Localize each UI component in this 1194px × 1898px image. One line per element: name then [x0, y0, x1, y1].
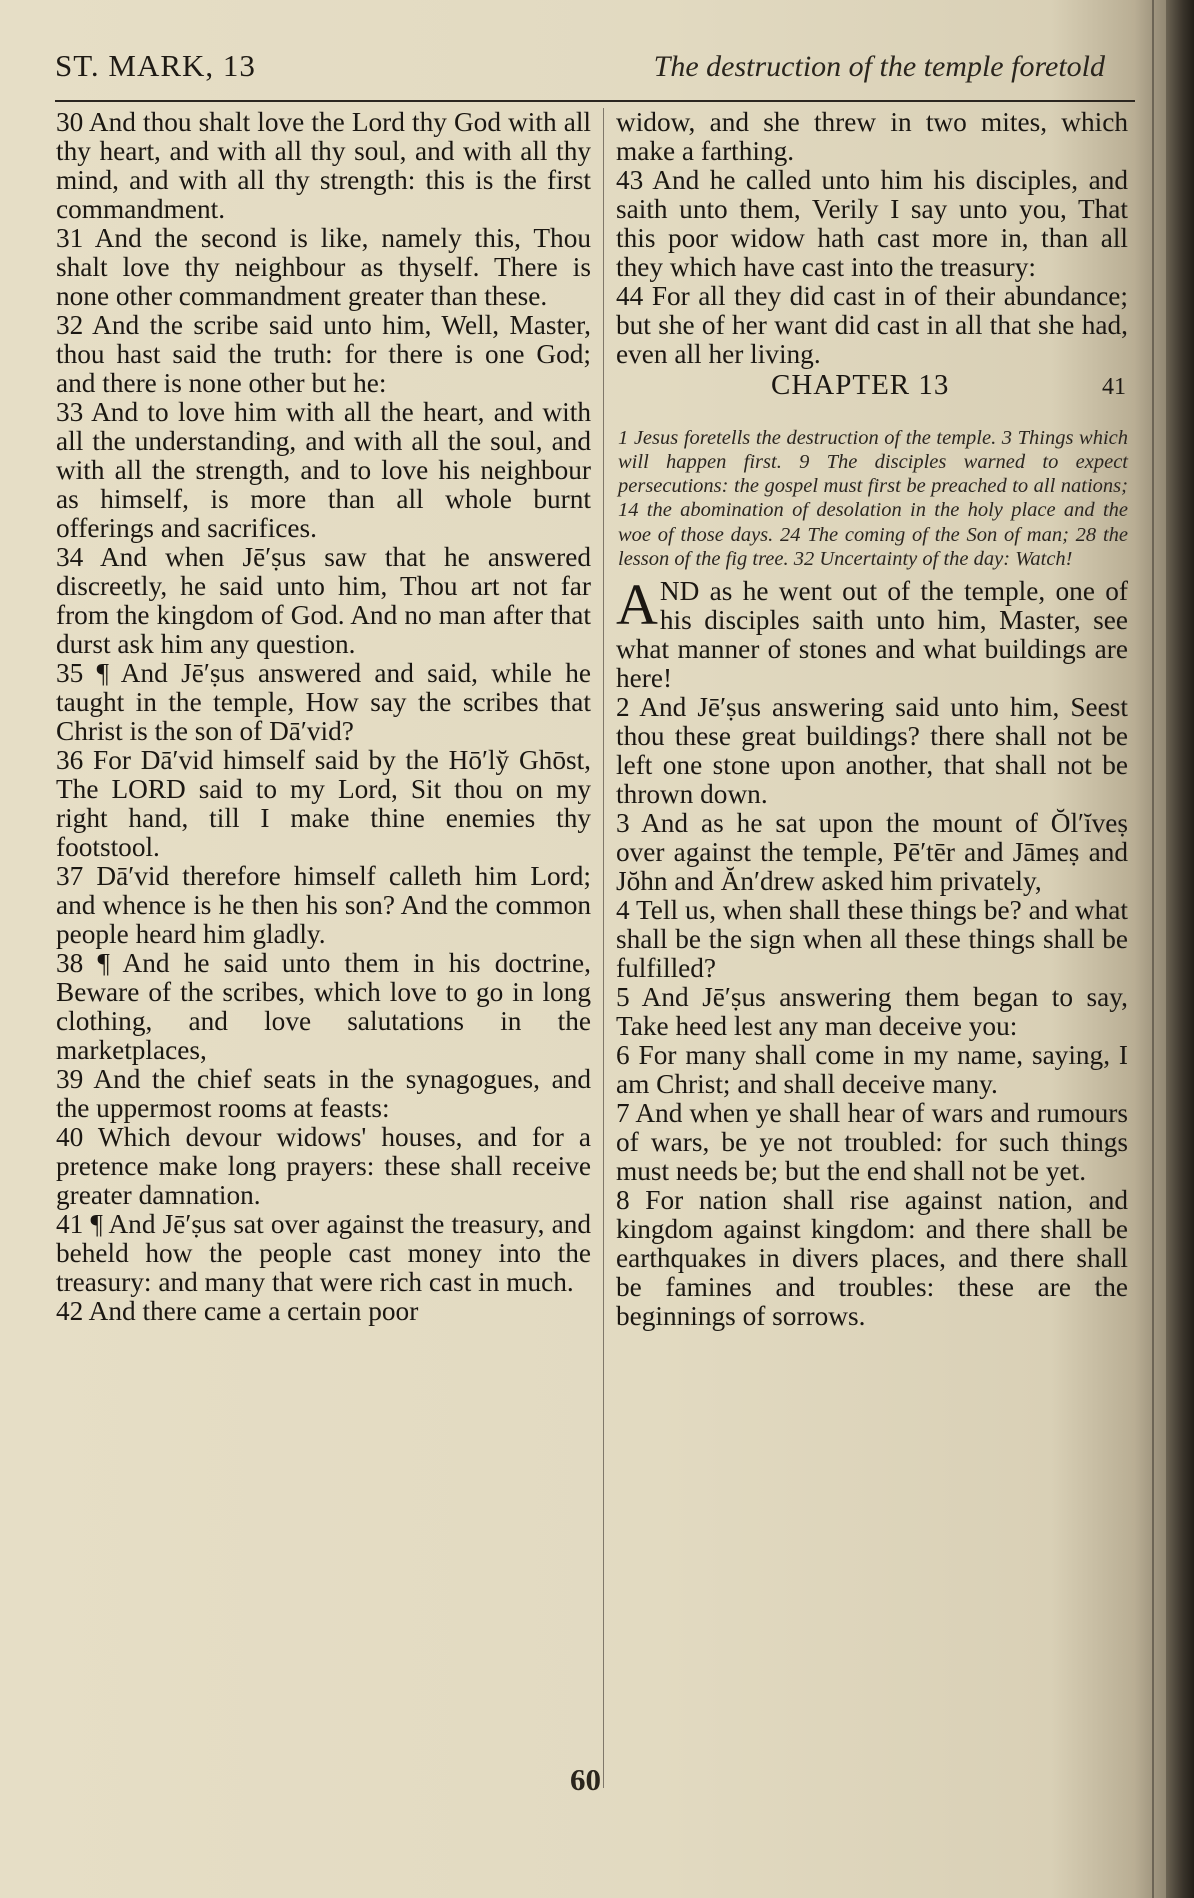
verse-4: 4 Tell us, when shall these things be? and what shall be the sign when all these things shall be fulfilled?	[616, 895, 1128, 984]
column-divider	[603, 108, 604, 1788]
book-spine	[1166, 0, 1194, 1898]
right-column	[616, 108, 1128, 1331]
verse-42-continued: widow, and she threw in two mites, which make a farthing.	[616, 107, 1128, 166]
header-rule	[55, 100, 1135, 102]
chapter-summary: 1 Jesus foretells the destruction of the temple. 3 Things which will happen first. 9 The disciples warned to expect persecutions: the gospel must first be preached to all nations; 14 the abomination of desolation in the holy place and the woe of those days. 24 The coming of the Son of man; 28 the lesson of the fig tree. 32 Uncertainty of the day: Watch!	[618, 426, 1128, 570]
chapter-reference-number: 41	[1102, 374, 1126, 400]
chapter-heading	[616, 371, 1128, 405]
page-gutter-shadow	[1152, 0, 1154, 1898]
verse-2: 2 And Jē′ṣus answering said unto him, Seest thou these great buildings? there shall not be left one stone upon another, that shall not be thrown down.	[616, 692, 1128, 810]
verse-39: 39 And the chief seats in the synagogues, and the uppermost rooms at feasts:	[56, 1064, 591, 1123]
running-head	[55, 48, 1105, 96]
verse-34: 34 And when Jē′ṣus saw that he answered discreetly, he said unto him, Thou art not far from the kingdom of God. And no man after that durst ask him any question.	[56, 542, 591, 659]
verse-8: 8 For nation shall rise against nation, and kingdom against kingdom: and there shall be earthquakes in divers places, and there shall be famines and troubles: these are the beginnings of sorrows.	[616, 1185, 1128, 1332]
chapter-title: CHAPTER 13	[771, 369, 950, 401]
verse-37: 37 Dā′vid therefore himself calleth him Lord; and whence is he then his son? And the common people heard him gladly.	[56, 861, 591, 949]
verse-30: 30 And thou shalt love the Lord thy God with all thy heart, and with all thy soul, and with all thy mind, and with all thy strength: this is the first commandment.	[56, 107, 591, 224]
verse-3: 3 And as he sat upon the mount of Ŏl′ĭveṣ over against the temple, Pē′tēr and Jāmeṣ and Jŏhn and Ăn′drew asked him privately,	[616, 808, 1128, 897]
verse-43: 43 And he called unto him his disciples, and saith unto them, Verily I say unto you, That this poor widow hath cast more in, than all they which have cast into the treasury:	[616, 165, 1128, 282]
page-topic-heading: The destruction of the temple foretold	[653, 50, 1105, 83]
page-number: 60	[570, 1762, 601, 1797]
verse-5: 5 And Jē′ṣus answering them began to say, Take heed lest any man deceive you:	[616, 982, 1128, 1042]
book-chapter-heading: ST. MARK, 13	[55, 48, 256, 83]
verse-40: 40 Which devour widows' houses, and for a pretence make long prayers: these shall receive greater damnation.	[56, 1122, 591, 1210]
verse-36: 36 For Dā′vid himself said by the Hō′ly̆ Ghōst, The LORD said to my Lord, Sit thou on my right hand, till I make thine enemies thy footstool.	[56, 745, 591, 862]
verse-7: 7 And when ye shall hear of wars and rumours of wars, be ye not troubled: for such things must needs be; but the end shall not be yet.	[616, 1098, 1128, 1187]
verse-1: AND as he went out of the temple, one of his disciples saith unto him, Master, see what manner of stones and what buildings are here!	[616, 572, 1128, 694]
verse-35: 35 ¶ And Jē′ṣus answered and said, while he taught in the temple, How say the scribes that Christ is the son of Dā′vid?	[56, 658, 591, 746]
verse-42: 42 And there came a certain poor	[56, 1296, 419, 1326]
verse-33: 33 And to love him with all the heart, and with all the understanding, and with all the soul, and with all the strength, and to love his neighbour as himself, is more than all whole burnt offerings and sacrifices.	[56, 397, 591, 543]
verse-31: 31 And the second is like, namely this, Thou shalt love thy neighbour as thyself. There is none other commandment greater than these.	[56, 223, 591, 311]
verse-32: 32 And the scribe said unto him, Well, Master, thou hast said the truth: for there is one God; and there is none other but he:	[56, 310, 591, 398]
verse-6: 6 For many shall come in my name, saying, I am Christ; and shall deceive many.	[616, 1040, 1128, 1100]
verse-44: 44 For all they did cast in of their abundance; but she of her want did cast in all that she had, even all her living.	[616, 281, 1128, 369]
verse-38: 38 ¶ And he said unto them in his doctrine, Beware of the scribes, which love to go in long clothing, and love salutations in the marketplaces,	[56, 948, 591, 1065]
left-column	[56, 108, 591, 1326]
verse-41: 41 ¶ And Jē′ṣus sat over against the treasury, and beheld how the people cast money into the treasury: and many that were rich cast in much.	[56, 1209, 591, 1297]
